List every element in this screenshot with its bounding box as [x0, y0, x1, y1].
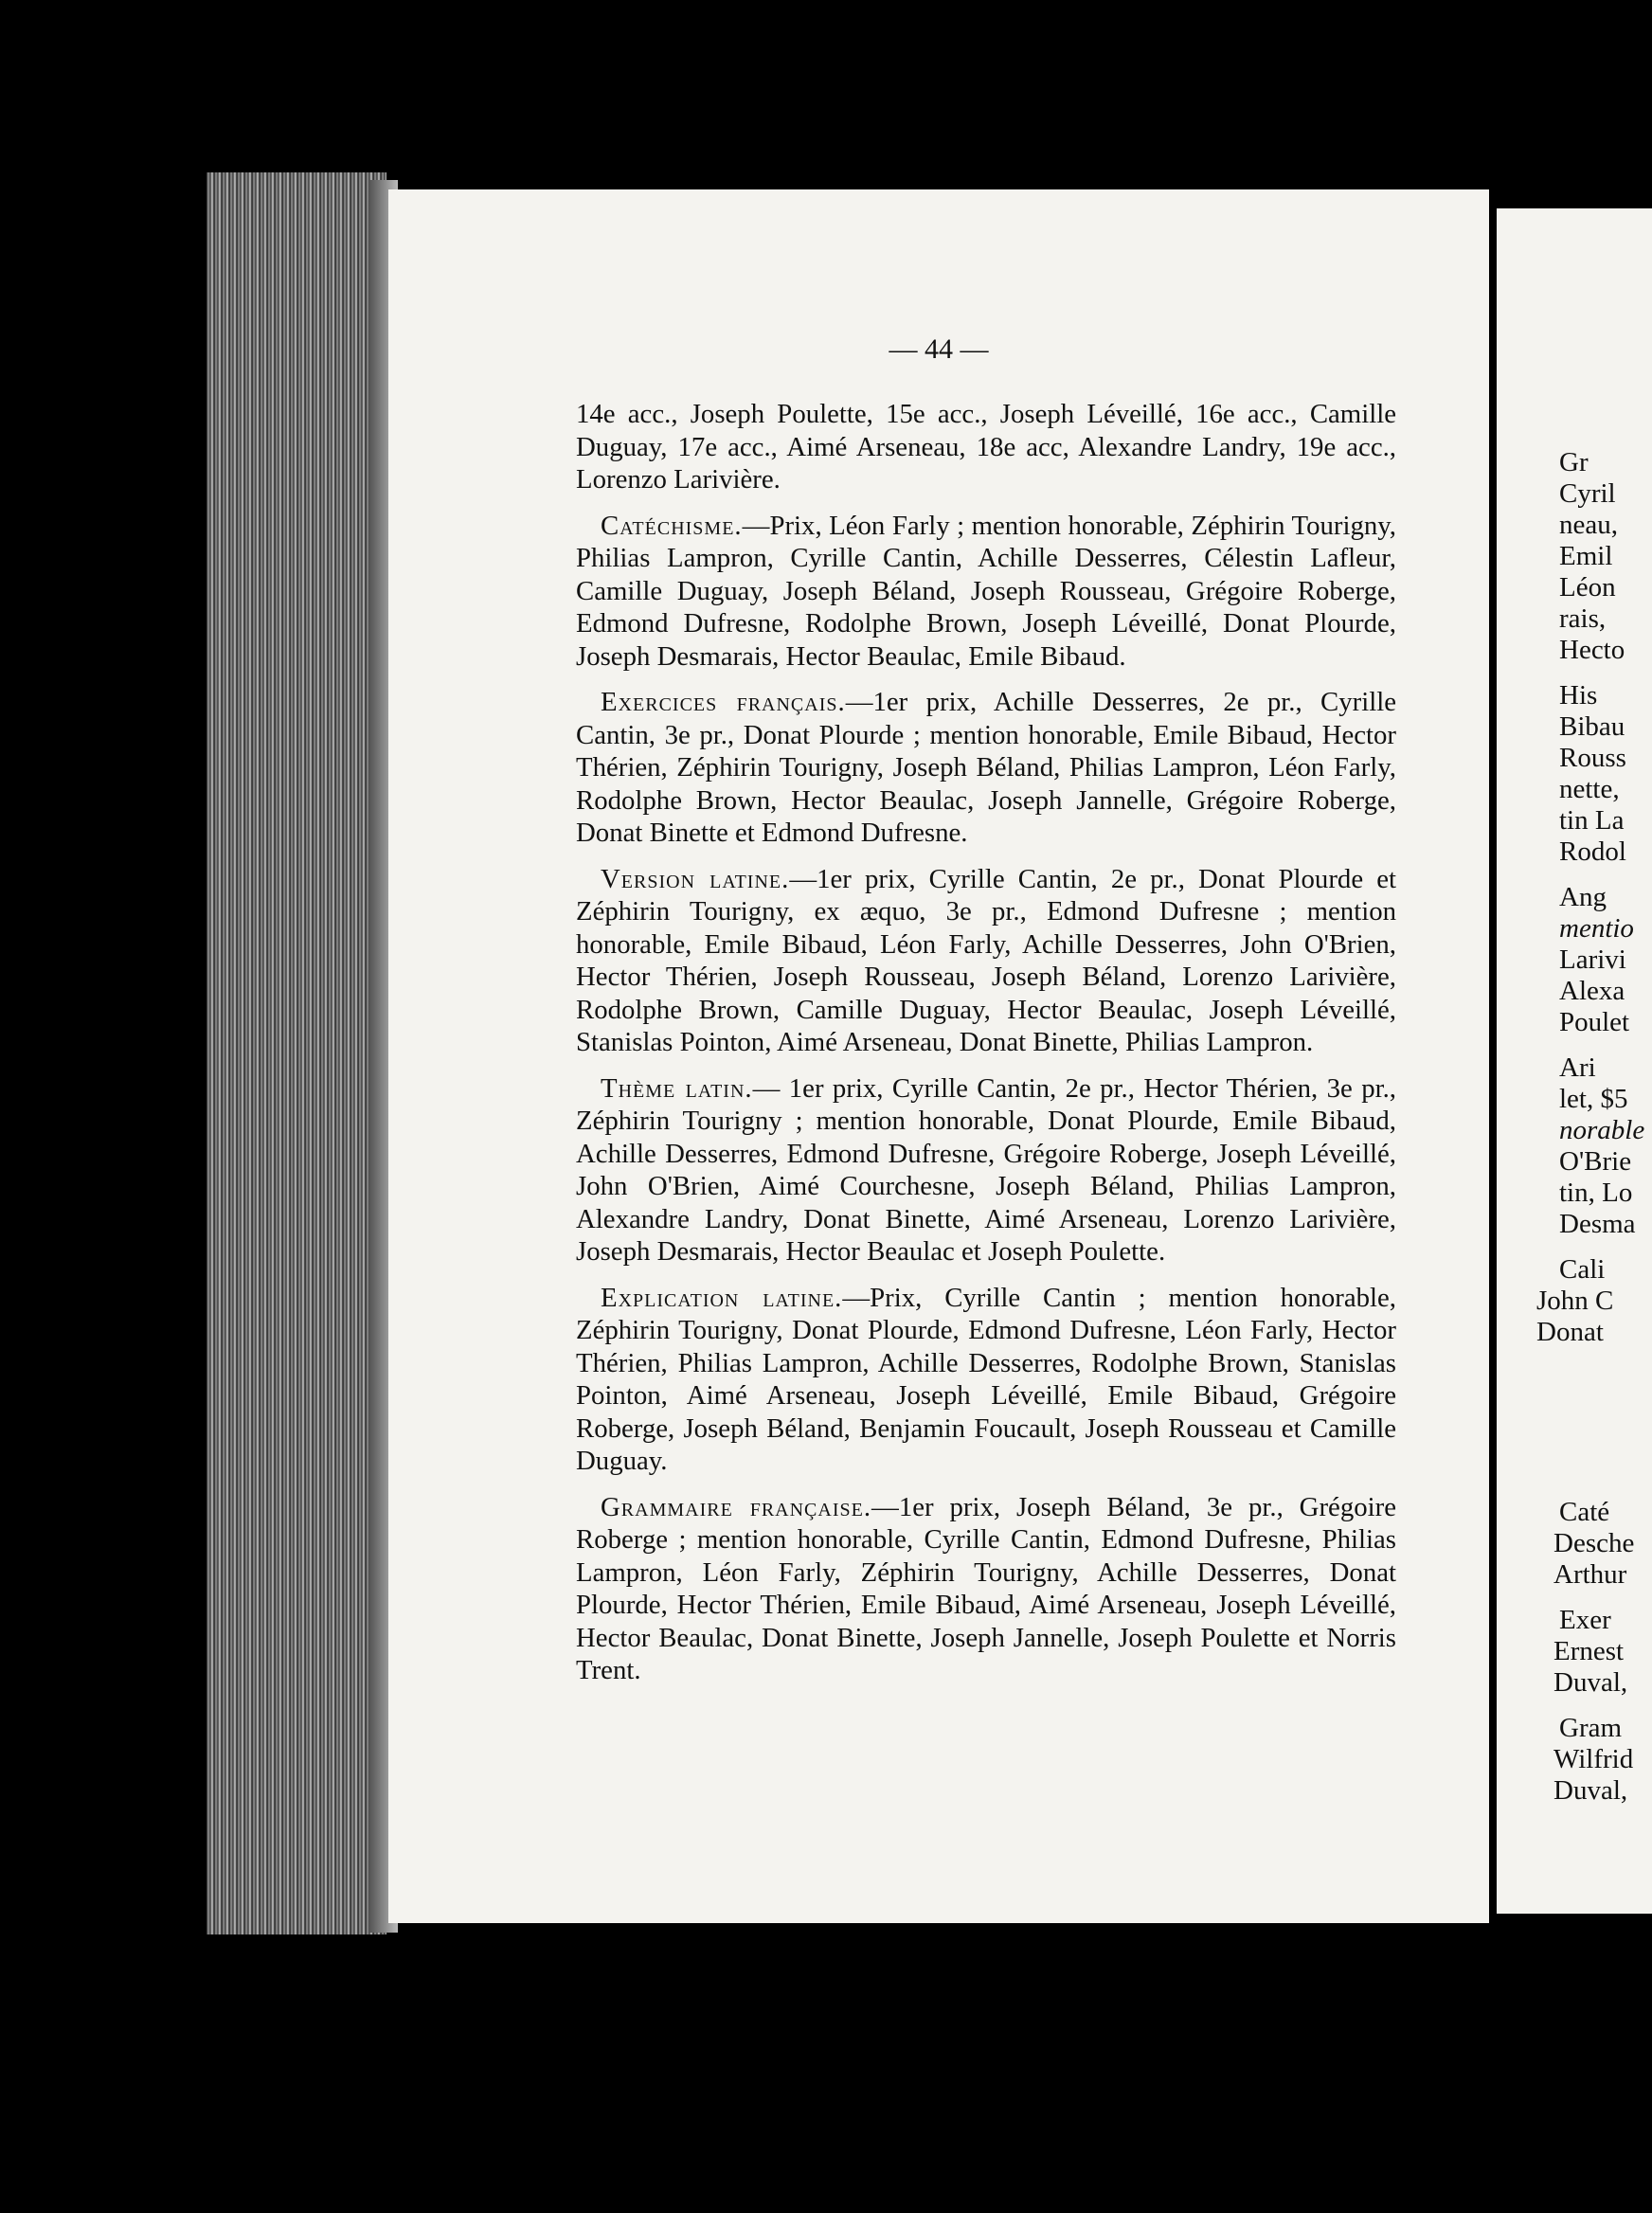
fragment-text: Rodol: [1559, 837, 1626, 867]
paragraph-theme-latin: [576, 1072, 1396, 1268]
fragment-text: Rouss: [1559, 743, 1626, 773]
paragraph-explication-latine: [576, 1282, 1396, 1478]
section-heading: Grammaire française.: [601, 1491, 872, 1522]
fragment-text: Hecto: [1559, 635, 1625, 665]
fragment-text: His: [1559, 680, 1598, 711]
paragraph-text: —1er prix, Joseph Béland, 3e pr., Grégoire Roberge ; mention honorable, Cyrille Cantin, Edmond Dufresne, Philias Lampron, Léon Farly, Zéphirin Tourigny, Achille Desserres, Donat Plourde, Hector Thérien, Emile Bibaud, Aimé Arseneau, Joseph Léveillé, Hector Beaulac, Donat Binette, Joseph Jannelle, Joseph Poulette et Norris Trent.: [576, 1491, 1396, 1685]
fragment-text: mentio: [1559, 913, 1634, 944]
paragraph-version-latine: [576, 863, 1396, 1059]
fragment-text: Gr: [1559, 447, 1589, 477]
section-heading: Explication latine.: [601, 1282, 843, 1313]
paragraph-catechisme: [576, 510, 1396, 674]
section-heading: Thème latin.: [601, 1072, 753, 1104]
fragment-text: Exer: [1559, 1605, 1611, 1635]
page-number: — 44 —: [889, 333, 989, 365]
fragment-text: Duval,: [1553, 1667, 1628, 1698]
paragraph-exercices-francais: [576, 686, 1396, 850]
paragraph-continuation: [576, 398, 1396, 496]
fragment-text: Poulet: [1559, 1007, 1630, 1037]
section-heading: Exercices français.: [601, 687, 846, 717]
fragment-text: Larivi: [1559, 945, 1626, 975]
fragment-text: nette,: [1559, 774, 1620, 804]
fragment-text: let, $5: [1559, 1084, 1628, 1114]
fragment-text: John C: [1536, 1286, 1614, 1316]
fragment-text: Ernest: [1553, 1636, 1625, 1666]
adjacent-page-fragment: [1497, 208, 1652, 1914]
fragment-text: Gram: [1559, 1713, 1623, 1743]
fragment-text: Desche: [1553, 1528, 1635, 1558]
fragment-text: rais,: [1559, 603, 1607, 634]
fragment-text: Emil: [1559, 541, 1613, 571]
document-page: [388, 189, 1489, 1923]
paragraph-text: 14e acc., Joseph Poulette, 15e acc., Joseph Léveillé, 16e acc., Camille Duguay, 17e acc., Aimé Arseneau, 18e acc, Alexandre Landry, 19e acc., Lorenzo Larivière.: [576, 399, 1396, 495]
prize-list: [576, 398, 1396, 1700]
fragment-text: Caté: [1559, 1497, 1610, 1527]
fragment-text: Arthur: [1553, 1559, 1627, 1590]
section-heading: Catéchisme.: [601, 510, 743, 541]
paragraph-grammaire-francaise: [576, 1491, 1396, 1687]
fragment-text: tin La: [1559, 805, 1625, 836]
fragment-text: norable: [1559, 1115, 1645, 1145]
fragment-text: O'Brie: [1559, 1146, 1632, 1177]
fragment-text: Donat: [1536, 1317, 1604, 1347]
fragment-text: Desma: [1559, 1209, 1636, 1239]
paragraph-text: —1er prix, Achille Desserres, 2e pr., Cyrille Cantin, 3e pr., Donat Plourde ; mention honorable, Emile Bibaud, Hector Thérien, Zéphirin Tourigny, Joseph Béland, Philias Lampron, Léon Farly, Rodolphe Brown, Hector Beaulac, Joseph Jannelle, Grégoire Roberge, Donat Binette et Edmond Dufresne.: [576, 687, 1396, 848]
fragment-text: Léon: [1559, 572, 1616, 603]
fragment-text: Ang: [1559, 882, 1607, 912]
section-heading: Version latine.: [601, 863, 790, 894]
fragment-text: neau,: [1559, 510, 1618, 540]
book-page-edges: [206, 172, 386, 1934]
fragment-text: Cyril: [1559, 478, 1616, 509]
fragment-text: Ari: [1559, 1053, 1596, 1083]
fragment-text: Duval,: [1553, 1775, 1628, 1806]
fragment-text: Bibau: [1559, 711, 1625, 742]
fragment-text: Alexa: [1559, 976, 1625, 1006]
paragraph-text: —1er prix, Cyrille Cantin, 2e pr., Donat Plourde et Zéphirin Tourigny, ex æquo, 3e pr., Edmond Dufresne ; mention honorable, Emile Bibaud, Léon Farly, Achille Desserres, John O'Brien, Hector Thérien, Joseph Rousseau, Joseph Béland, Lorenzo Larivière, Rodolphe Brown, Camille Duguay, Hector Beaulac, Joseph Léveillé, Stanislas Pointon, Aimé Arseneau, Donat Binette, Philias Lampron.: [576, 863, 1396, 1057]
fragment-text: Wilfrid: [1553, 1744, 1634, 1774]
fragment-text: tin, Lo: [1559, 1178, 1633, 1208]
fragment-text: Cali: [1559, 1254, 1606, 1285]
paragraph-text: —Prix, Léon Farly ; mention honorable, Zéphirin Tourigny, Philias Lampron, Cyrille Cantin, Achille Desserres, Célestin Lafleur, Camille Duguay, Joseph Béland, Joseph Rousseau, Grégoire Roberge, Edmond Dufresne, Rodolphe Brown, Joseph Léveillé, Donat Plourde, Joseph Desmarais, Hector Beaulac, Emile Bibaud.: [576, 510, 1396, 672]
paragraph-text: — 1er prix, Cyrille Cantin, 2e pr., Hector Thérien, 3e pr., Zéphirin Tourigny ; mention honorable, Donat Plourde, Emile Bibaud, Achille Desserres, Edmond Dufresne, Grégoire Roberge, Joseph Léveillé, John O'Brien, Aimé Courchesne, Joseph Béland, Philias Lampron, Alexandre Landry, Donat Binette, Aimé Arseneau, Lorenzo Larivière, Joseph Desmarais, Hector Beaulac et Joseph Poulette.: [576, 1072, 1396, 1267]
paragraph-text: —Prix, Cyrille Cantin ; mention honorable, Zéphirin Tourigny, Donat Plourde, Edmond Dufresne, Léon Farly, Hector Thérien, Philias Lampron, Achille Desserres, Rodolphe Brown, Stanislas Pointon, Aimé Arseneau, Joseph Léveillé, Emile Bibaud, Grégoire Roberge, Joseph Béland, Benjamin Foucault, Joseph Rousseau et Camille Duguay.: [576, 1282, 1396, 1476]
